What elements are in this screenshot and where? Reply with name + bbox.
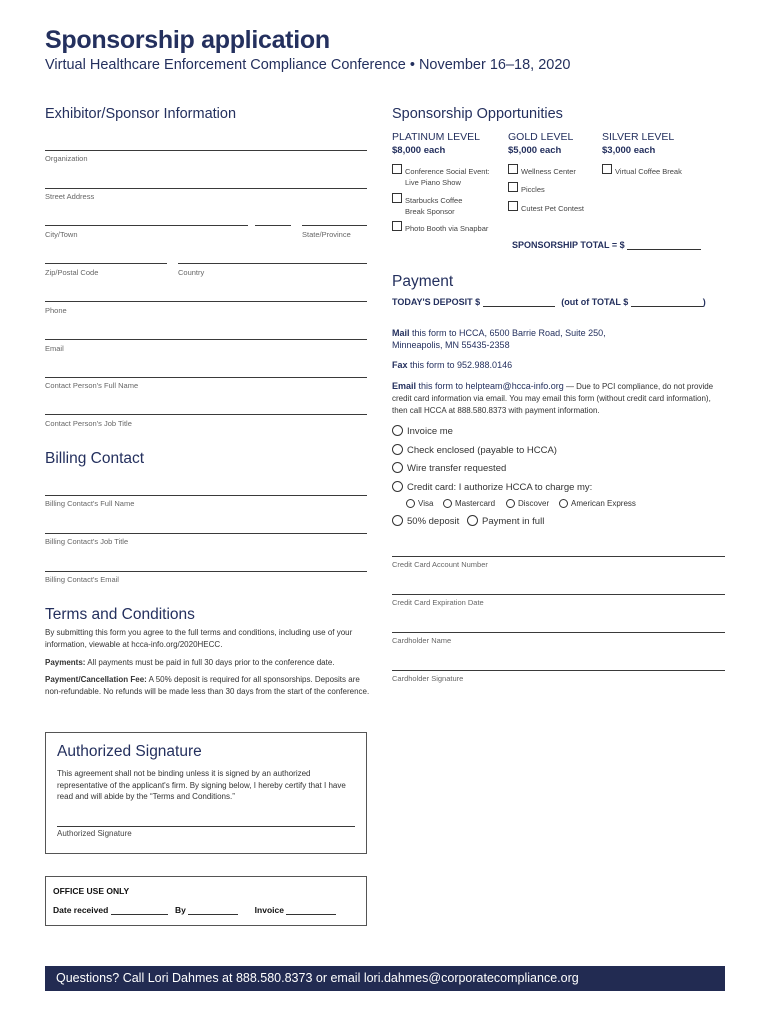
email-field[interactable] (45, 339, 367, 340)
billing-email-label: Billing Contact's Email (45, 575, 119, 584)
photo-booth-label: Photo Booth via Snapbar (405, 224, 489, 233)
email-pay-text: this form to helpteam@hcca-info.org (416, 381, 564, 391)
close-paren: ) (702, 297, 706, 307)
organization-label: Organization (45, 154, 88, 163)
deposit-row (392, 297, 706, 307)
date-received-field[interactable] (111, 914, 168, 915)
footer-banner (45, 966, 725, 991)
contact-title-field[interactable] (45, 414, 367, 415)
billing-name-field[interactable] (45, 495, 367, 496)
gold-tier-price: $5,000 each (508, 145, 562, 156)
country-field[interactable] (178, 263, 367, 264)
pet-contest-label: Cutest Pet Contest (521, 204, 584, 213)
zip-label: Zip/Postal Code (45, 268, 99, 277)
cardholder-signature-field[interactable] (392, 670, 725, 671)
check-label: Check enclosed (payable to HCCA) (407, 445, 557, 456)
silver-tier-price: $3,000 each (602, 145, 656, 156)
terms-heading: Terms and Conditions (45, 606, 195, 623)
cardholder-signature-label: Cardholder Signature (392, 674, 464, 683)
date-received-label: Date received (53, 905, 109, 915)
deposit-50-label: 50% deposit (407, 516, 460, 527)
sponsorship-total (512, 240, 701, 250)
terms-payments-text: All payments must be paid in full 30 days prior to the conference date. (85, 658, 335, 667)
signature-text: This agreement shall not be binding unless it is signed by an authorized representative of the applicant's firm. By signing below, I hereby certify that I have read and will abide by the “Terms and Conditions.” (57, 769, 346, 801)
email-pay-note: — Due to PCI compliance, do not provide credit card information via email. You may email this form (without credit card information), then call HCCA at 888.580.8373 with payment information. (392, 382, 714, 415)
phone-label: Phone (45, 306, 67, 315)
fax-label: Fax (392, 360, 408, 370)
starbucks-label: Starbucks Coffee Break Sponsor (405, 196, 463, 216)
page-subtitle: Virtual Healthcare Enforcement Compliance Conference • November 16–18, 2020 (45, 57, 571, 73)
radio-discover[interactable] (506, 499, 515, 508)
contact-title-label: Contact Person's Job Title (45, 419, 132, 428)
radio-wire[interactable] (392, 462, 403, 473)
checkbox-starbucks[interactable] (392, 193, 402, 203)
billing-heading: Billing Contact (45, 450, 145, 467)
by-field[interactable] (188, 914, 238, 915)
radio-deposit-50[interactable] (392, 515, 403, 526)
fax-instructions (392, 360, 512, 370)
by-label: By (175, 905, 186, 915)
radio-mastercard[interactable] (443, 499, 452, 508)
street-address-label: Street Address (45, 192, 95, 201)
total-field[interactable] (631, 306, 703, 307)
radio-check[interactable] (392, 444, 403, 455)
terms-cancel-text: A 50% deposit is required for all sponsorships. Deposits are non-refundable. No refunds will be made less than 30 days from the start of the conference. (45, 675, 370, 696)
terms-cancel-label: Payment/Cancellation Fee: (45, 675, 147, 684)
payment-heading: Payment (392, 273, 454, 290)
radio-amex[interactable] (559, 499, 568, 508)
cc-expiration-label: Credit Card Expiration Date (392, 598, 484, 607)
platinum-tier-name: PLATINUM LEVEL (392, 131, 480, 143)
gold-tier-name: GOLD LEVEL (508, 131, 574, 143)
cardholder-name-field[interactable] (392, 632, 725, 633)
checkbox-social-event[interactable] (392, 164, 402, 174)
mail-text: this form to HCCA, 6500 Barrie Road, Suite 250, Minneapolis, MN 55435-2358 (392, 328, 606, 350)
out-of-total-label: (out of TOTAL $ (561, 297, 629, 307)
signature-heading: Authorized Signature (57, 743, 202, 760)
invoice-field[interactable] (286, 914, 336, 915)
office-use-box (45, 876, 367, 926)
state-label: State/Province (302, 230, 351, 239)
signature-label: Authorized Signature (57, 829, 132, 838)
signature-field[interactable] (57, 826, 355, 827)
social-event-label: Conference Social Event: Live Piano Show (405, 167, 490, 187)
checkbox-coffee-break[interactable] (602, 164, 612, 174)
coffee-break-label: Virtual Coffee Break (615, 167, 682, 176)
street-address-field[interactable] (45, 188, 367, 189)
city-label: City/Town (45, 230, 78, 239)
office-use-row (53, 905, 336, 915)
mail-instructions (392, 327, 652, 351)
country-label: Country (178, 268, 205, 277)
invoice-me-label: Invoice me (407, 426, 453, 437)
billing-title-field[interactable] (45, 533, 367, 534)
checkbox-pet-contest[interactable] (508, 201, 518, 211)
city-extra-field[interactable] (255, 225, 291, 226)
deposit-label: TODAY'S DEPOSIT $ (392, 297, 481, 307)
office-use-heading: OFFICE USE ONLY (53, 886, 130, 896)
discover-label: Discover (518, 499, 550, 508)
fax-text: this form to 952.988.0146 (407, 360, 513, 370)
billing-email-field[interactable] (45, 571, 367, 572)
credit-card-label: Credit card: I authorize HCCA to charge my: (407, 482, 593, 493)
invoice-label: Invoice (254, 905, 284, 915)
email-pay-label: Email (392, 381, 417, 391)
terms-intro: By submitting this form you agree to the full terms and conditions, including use of your information, viewable at hcca-info.org/2020HECC. (45, 628, 353, 649)
payment-full-label: Payment in full (482, 516, 545, 527)
billing-title-label: Billing Contact's Job Title (45, 537, 129, 546)
silver-tier-name: SILVER LEVEL (602, 131, 675, 143)
radio-visa[interactable] (406, 499, 415, 508)
state-field[interactable] (302, 225, 367, 226)
radio-credit-card[interactable] (392, 481, 403, 492)
contact-name-label: Contact Person's Full Name (45, 381, 139, 390)
cc-number-label: Credit Card Account Number (392, 560, 488, 569)
sponsorship-total-label: SPONSORSHIP TOTAL = $ (512, 240, 625, 250)
contact-name-field[interactable] (45, 377, 367, 378)
radio-invoice-me[interactable] (392, 425, 403, 436)
checkbox-wellness[interactable] (508, 164, 518, 174)
billing-name-label: Billing Contact's Full Name (45, 499, 135, 508)
wellness-label: Wellness Center (521, 167, 576, 176)
email-label: Email (45, 344, 64, 353)
phone-field[interactable] (45, 301, 367, 302)
sponsorship-total-field[interactable] (627, 249, 701, 250)
amex-label: American Express (571, 499, 636, 508)
cc-number-field[interactable] (392, 556, 725, 557)
radio-payment-full[interactable] (467, 515, 478, 526)
zip-field[interactable] (45, 263, 167, 264)
exhibitor-heading: Exhibitor/Sponsor Information (45, 106, 237, 122)
mastercard-label: Mastercard (455, 499, 496, 508)
terms-cancellation (45, 674, 370, 697)
wire-label: Wire transfer requested (407, 463, 507, 474)
cc-expiration-field[interactable] (392, 594, 725, 595)
deposit-field[interactable] (483, 306, 555, 307)
checkbox-photo-booth[interactable] (392, 221, 402, 231)
platinum-tier-price: $8,000 each (392, 145, 446, 156)
footer-text: Questions? Call Lori Dahmes at 888.580.8373 or email lori.dahmes@corporatecompliance.org (56, 971, 579, 985)
checkbox-piccles[interactable] (508, 182, 518, 192)
cardholder-name-label: Cardholder Name (392, 636, 452, 645)
organization-field[interactable] (45, 150, 367, 151)
visa-label: Visa (418, 499, 434, 508)
email-instructions (392, 380, 722, 417)
piccles-label: Piccles (521, 185, 545, 194)
terms-payments-label: Payments: (45, 658, 86, 667)
mail-label: Mail (392, 328, 410, 338)
city-field[interactable] (45, 225, 248, 226)
sponsorship-heading: Sponsorship Opportunities (392, 106, 563, 122)
terms-payments (45, 657, 370, 669)
page-title: Sponsorship application (45, 26, 330, 54)
